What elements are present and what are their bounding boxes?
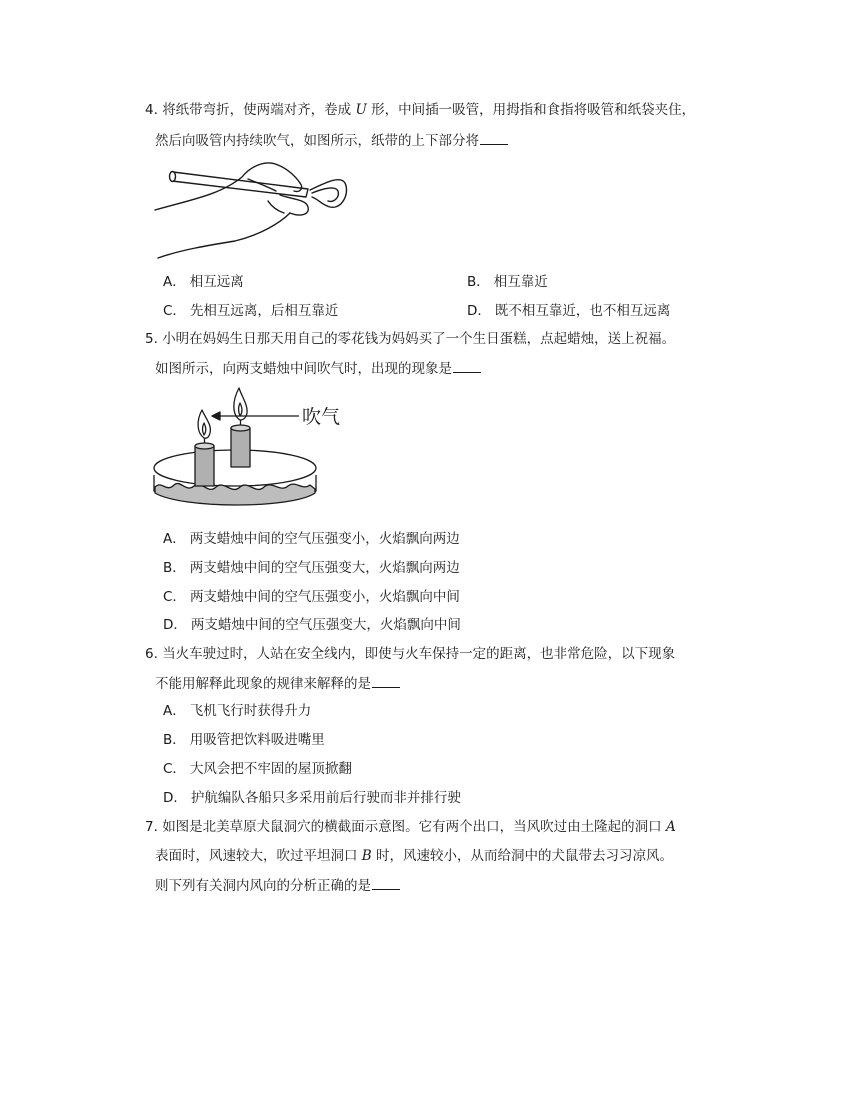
question-4-line-2 — [155, 130, 508, 151]
figure-hand-straw-paper — [150, 155, 365, 255]
option-6c[interactable]: C． 大风会把不牢固的屋顶掀翻 — [163, 761, 352, 777]
question-text: 不能用解释此现象的规律来解释的是 — [155, 676, 371, 692]
answer-blank — [453, 358, 481, 373]
question-5-line-1 — [145, 329, 675, 349]
question-text: 时，风速较小，从而给洞中的犬鼠带去习习凉风。 — [376, 848, 674, 864]
option-6d[interactable]: D． 护航编队各船只多采用前后行驶而非并排行驶 — [163, 790, 461, 806]
answer-blank — [372, 875, 400, 890]
answer-blank — [480, 130, 508, 145]
question-number: 7. — [145, 819, 158, 835]
variable-u: U — [355, 102, 367, 118]
figure-cake-candles — [152, 385, 352, 510]
option-6a[interactable]: A． 飞机飞行时获得升力 — [163, 703, 312, 719]
option-4b[interactable]: B． 相互靠近 — [467, 274, 548, 290]
question-7-line-2 — [155, 846, 673, 866]
question-text: 然后向吸管内持续吹气，如图所示，纸带的上下部分将 — [155, 133, 479, 149]
question-number: 5. — [145, 331, 158, 347]
question-number: 4. — [145, 102, 158, 118]
question-4-line-1 — [145, 100, 695, 120]
question-text: 小明在妈妈生日那天用自己的零花钱为妈妈买了一个生日蛋糕，点起蜡烛，送上祝福。 — [162, 331, 676, 347]
question-6-line-1 — [145, 644, 675, 664]
question-6-line-2 — [155, 673, 400, 694]
question-text: 将纸带弯折，使两端对齐，卷成 — [162, 102, 352, 118]
question-text: 如图是北美草原犬鼠洞穴的横截面示意图。它有两个出口，当风吹过由土隆起的洞口 — [162, 819, 662, 835]
question-number: 6. — [145, 646, 158, 662]
answer-blank — [372, 673, 400, 688]
question-text: 则下列有关洞内风向的分析正确的是 — [155, 878, 371, 894]
question-text: 表面时，风速较大，吹过平坦洞口 — [155, 848, 358, 864]
variable-b: B — [361, 848, 372, 864]
option-5c[interactable]: C． 两支蜡烛中间的空气压强变小，火焰飘向中间 — [163, 589, 460, 605]
question-5-line-2 — [155, 358, 481, 379]
question-7-line-1 — [145, 817, 676, 837]
option-5b[interactable]: B． 两支蜡烛中间的空气压强变大，火焰飘向两边 — [163, 560, 460, 576]
question-text: 形，中间插一吸管，用拇指和食指将吸管和纸袋夹住， — [371, 102, 696, 118]
variable-a: A — [665, 819, 676, 835]
option-4a[interactable]: A． 相互远离 — [163, 274, 244, 290]
question-7-line-3 — [155, 875, 400, 896]
option-5d[interactable]: D． 两支蜡烛中间的空气压强变大，火焰飘向中间 — [163, 617, 461, 633]
option-4c[interactable]: C． 先相互远离，后相互靠近 — [163, 303, 339, 319]
question-text: 如图所示，向两支蜡烛中间吹气时，出现的现象是 — [155, 361, 452, 377]
question-text: 当火车驶过时，人站在安全线内，即使与火车保持一定的距离，也非常危险，以下现象 — [162, 646, 676, 662]
option-4d[interactable]: D． 既不相互靠近，也不相互远离 — [467, 303, 671, 319]
option-6b[interactable]: B． 用吸管把饮料吸进嘴里 — [163, 732, 325, 748]
option-5a[interactable]: A． 两支蜡烛中间的空气压强变小，火焰飘向两边 — [163, 531, 460, 547]
blow-label: 吹气 — [302, 406, 341, 428]
